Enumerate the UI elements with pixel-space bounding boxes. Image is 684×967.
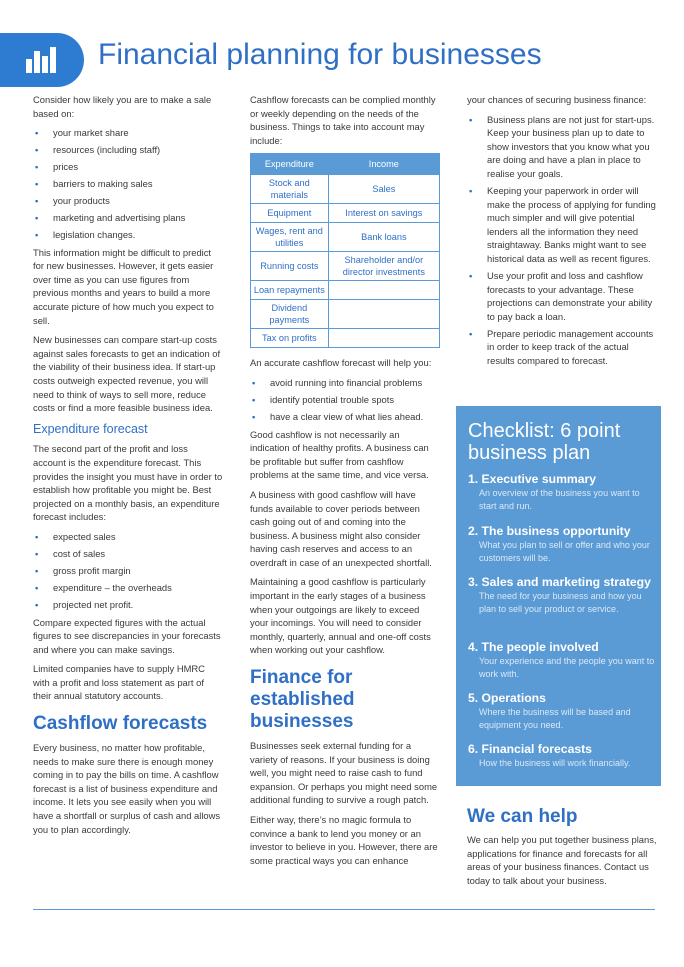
cashflow-heading: Cashflow forecasts xyxy=(33,713,208,735)
list-item: • marketing and advertising plans xyxy=(33,211,223,225)
finance-established-heading: Finance for established businesses xyxy=(250,667,355,733)
column-1 xyxy=(33,93,223,842)
checklist-item xyxy=(468,691,659,732)
sales-factors-list xyxy=(33,126,223,242)
table-row xyxy=(251,300,440,329)
checklist-item-desc: The need for your business and how you plan to sell your product or service. xyxy=(479,591,642,614)
checklist-item xyxy=(468,472,659,513)
table-cell: Running costs xyxy=(251,252,329,281)
table-cell xyxy=(328,329,439,348)
checklist-item xyxy=(468,524,659,565)
paragraph: Businesses seek external funding for a variety of reasons. If your business is doing well, you might need to raise cash to fund expansion. Or perhaps you might need some additional funding to survive a rough patch. xyxy=(250,740,438,806)
header-tab xyxy=(0,33,84,87)
paragraph: your chances of securing business finance: xyxy=(467,94,647,105)
table-cell: Sales xyxy=(328,175,439,204)
paragraph: New businesses can compare start-up costs against sales forecasts to get an indication of the viability of their business idea. If start-up costs outweigh expected revenue, you will need to think of ways to sell more, reduce costs or find a more feasible business idea. xyxy=(33,334,221,414)
table-cell: Bank loans xyxy=(328,223,439,252)
checklist-item-title: 4. The people involved xyxy=(468,640,599,654)
table-row xyxy=(251,223,440,252)
list-item: • your products xyxy=(33,194,223,208)
list-item: • Keeping your paperwork in order will make the process of applying for funding much simpler and will give potential lenders all the information they need straightaway. Banks might want to see historical data as well as recent figures. xyxy=(467,184,657,266)
table-row xyxy=(251,175,440,204)
table-cell: Stock and materials xyxy=(251,175,329,204)
table-header: Expenditure xyxy=(251,154,329,175)
checklist-item-desc: An overview of the business you want to start and run. xyxy=(479,488,640,511)
column-2 xyxy=(250,93,440,873)
finance-tips-list xyxy=(467,113,657,368)
list-item: • barriers to making sales xyxy=(33,177,223,191)
table-cell: Dividend payments xyxy=(251,300,329,329)
list-item: • expenditure – the overheads xyxy=(33,581,223,595)
cashflow-table xyxy=(250,153,440,348)
table-header: Income xyxy=(328,154,439,175)
paragraph: Cashflow forecasts can be complied monthly or weekly depending on the needs of the business. Things to take into account may include: xyxy=(250,94,436,146)
bar-chart-icon xyxy=(24,45,60,73)
list-item: • your market share xyxy=(33,126,223,140)
table-cell: Wages, rent and utilities xyxy=(251,223,329,252)
paragraph: Limited companies have to supply HMRC with a profit and loss statement as part of their annual statutory accounts. xyxy=(33,663,205,702)
checklist-item xyxy=(468,640,659,681)
paragraph: Either way, there’s no magic formula to convince a bank to lend you money or an investor to believe in you. However, there are some practical ways you can enhance xyxy=(250,814,438,866)
expenditure-forecast-heading: Expenditure forecast xyxy=(33,421,148,436)
checklist-item xyxy=(468,575,659,616)
checklist-item-desc: Your experience and the people you want to work with. xyxy=(479,656,655,679)
paragraph: Maintaining a good cashflow is particularly important in the early stages of a business when your outgoings are likely to exceed your incomings. You will need to consider monthly, quarterly, annual and one-off costs when working out your cashflow. xyxy=(250,576,431,656)
column-3 xyxy=(467,93,657,371)
paragraph: Compare expected figures with the actual figures to see discrepancies in your forecasts and where you can make savings. xyxy=(33,616,221,655)
table-cell: Tax on profits xyxy=(251,329,329,348)
checklist-item-title: 3. Sales and marketing strategy xyxy=(468,575,651,589)
table-cell: Shareholder and/or director investments xyxy=(328,252,439,281)
list-item: • gross profit margin xyxy=(33,564,223,578)
checklist-item-title: 1. Executive summary xyxy=(468,472,597,486)
list-item: • have a clear view of what lies ahead. xyxy=(250,410,440,424)
list-item: • Use your profit and loss and cashflow forecasts to your advantage. These projections can demonstrate your ability to pay back a loan. xyxy=(467,269,657,323)
checklist-item-desc: Where the business will be based and equipment you need. xyxy=(479,707,631,730)
paragraph: The second part of the profit and loss account is the expenditure forecast. This provides the insight you must have in order to establish how profitable you might be. Best projected on a monthly basis, an expenditure forecast includes: xyxy=(33,443,223,523)
table-row xyxy=(251,204,440,223)
checklist-item-title: 2. The business opportunity xyxy=(468,524,631,538)
checklist-item-desc: What you plan to sell or offer and who your customers will be. xyxy=(479,540,650,563)
list-item: • identify potential trouble spots xyxy=(250,393,440,407)
checklist-item-title: 5. Operations xyxy=(468,691,546,705)
cashflow-benefits-list xyxy=(250,376,440,424)
list-item: • prices xyxy=(33,160,223,174)
paragraph: Every business, no matter how profitable, needs to make sure there is enough money coming in to pay the bills on time. A cashflow forecast is a list of business expenditure and income. It lets you see easily when you will have a shortfall or surplus of cash and allows you to plan accordingly. xyxy=(33,742,221,835)
expenditure-list xyxy=(33,530,223,612)
footer-divider xyxy=(33,909,655,910)
help-heading: We can help xyxy=(467,806,578,827)
help-section xyxy=(467,806,657,887)
checklist-item xyxy=(468,742,659,770)
list-item: • avoid running into financial problems xyxy=(250,376,440,390)
list-item: • legislation changes. xyxy=(33,228,223,242)
list-item: • resources (including staff) xyxy=(33,143,223,157)
help-text: We can help you put together business plans, applications for finance and forecasts for all areas of your business finances. Contact us today to talk about your business. xyxy=(467,834,657,886)
table-row xyxy=(251,329,440,348)
table-row xyxy=(251,281,440,300)
checklist-title: Checklist: 6 point business plan xyxy=(468,420,621,464)
list-item: • Business plans are not just for start-ups. Keep your business plan up to date to show investors that you know what you are doing and have a plan in place to realise your goals. xyxy=(467,113,657,181)
checklist-item-desc: How the business will work financially. xyxy=(479,758,631,768)
table-cell xyxy=(328,300,439,329)
table-cell xyxy=(328,281,439,300)
list-item: • cost of sales xyxy=(33,547,223,561)
checklist-panel xyxy=(456,406,661,786)
paragraph: This information might be difficult to predict for new businesses. However, it gets easier over time as you can use figures from previous months and years to build a more accurate picture of how much you expect to sell. xyxy=(33,246,214,326)
page-title: Financial planning for businesses xyxy=(98,38,542,71)
paragraph: Good cashflow is not necessarily an indication of healthy profits. A business can be profitable but suffer from cashflow problems at the same time, and vice versa. xyxy=(250,428,429,481)
checklist-item-title: 6. Financial forecasts xyxy=(468,742,592,756)
table-cell: Equipment xyxy=(251,204,329,223)
table-cell: Loan repayments xyxy=(251,281,329,300)
list-item: • expected sales xyxy=(33,530,223,544)
paragraph: A business with good cashflow will have funds available to cover periods between cash going out of and coming into the business. A business might also consider having cash reserves and access to an overdraft in case of an unexpected shortfall. xyxy=(250,488,432,568)
list-item: • projected net profit. xyxy=(33,598,223,612)
intro-paragraph: Consider how likely you are to make a sale based on: xyxy=(33,94,212,119)
list-item: • Prepare periodic management accounts in order to keep track of the actual results compared to forecast. xyxy=(467,327,657,368)
table-row xyxy=(251,252,440,281)
table-cell: Interest on savings xyxy=(328,204,439,223)
paragraph: An accurate cashflow forecast will help you: xyxy=(250,357,432,369)
